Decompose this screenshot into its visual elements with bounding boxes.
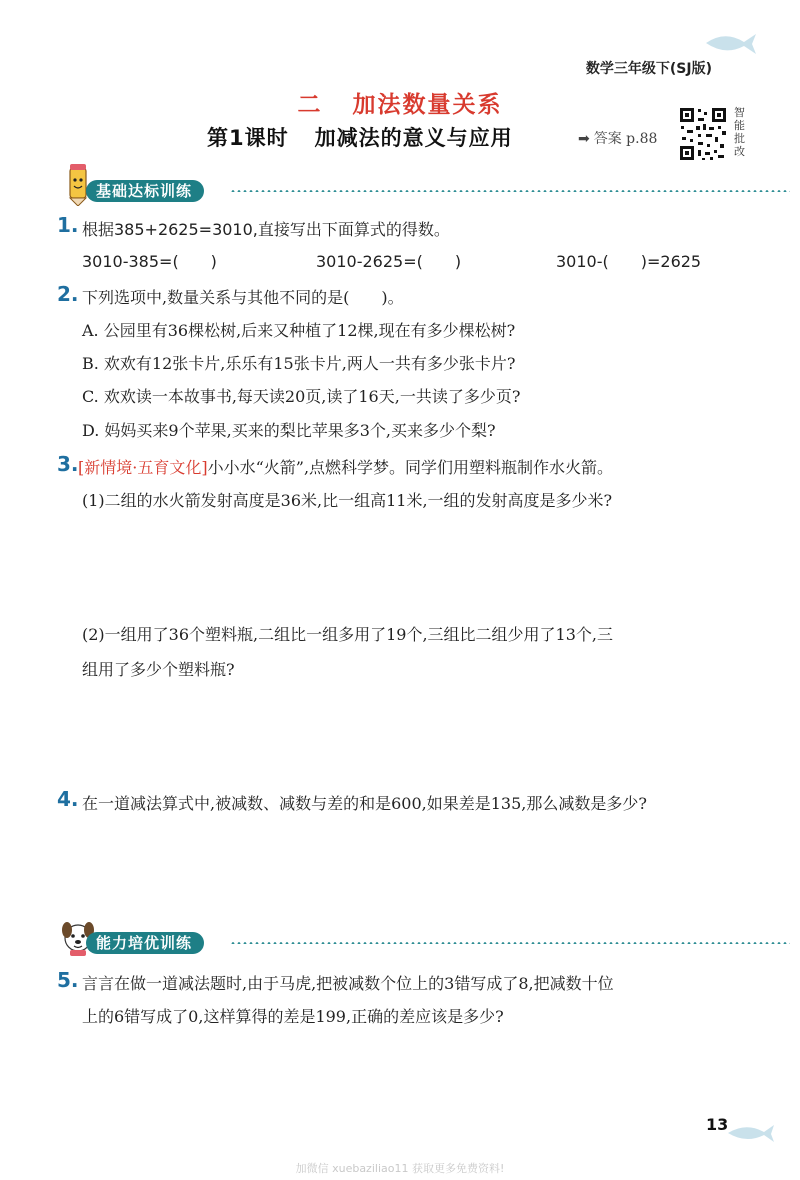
section-title-advanced: 能力培优训练 (86, 932, 204, 954)
section-header-advanced (60, 928, 740, 958)
section-divider (230, 190, 790, 192)
qr-code-icon[interactable] (678, 106, 728, 162)
q2-option-c: C. 欢欢读一本故事书,每天读20页,读了16天,一共读了多少页? (82, 387, 521, 406)
q2-option-b: B. 欢欢有12张卡片,乐乐有15张卡片,两人一共有多少张卡片? (82, 354, 516, 373)
smart-grading-label: 智能批改 (734, 106, 745, 158)
question-number: 3. (57, 452, 79, 476)
unit-number: 二 (297, 92, 323, 118)
question-number: 5. (57, 968, 79, 992)
q1-part-b: 3010-2625=( ) (316, 252, 462, 271)
q2-option-a: A. 公园里有36棵松树,后来又种植了12棵,现在有多少棵松树? (82, 321, 516, 340)
q3-sub2-line1: (2)一组用了36个塑料瓶,二组比一组多用了19个,三组比二组少用了13个,三 (82, 625, 614, 644)
q1-stem: 根据385+2625=3010,直接写出下面算式的得数。 (82, 220, 450, 239)
q5-stem-line1: 言言在做一道减法题时,由于马虎,把被减数个位上的3错写成了8,把减数十位 (82, 974, 614, 993)
q3-sub1: (1)二组的水火箭发射高度是36米,比一组高11米,一组的发射高度是多少米? (82, 491, 613, 510)
q2-stem: 下列选项中,数量关系与其他不同的是( )。 (82, 288, 404, 307)
q5-stem-line2: 上的6错写成了0,这样算得的差是199,正确的差应该是多少? (82, 1007, 504, 1026)
new-context-tag: [新情境·五育文化] (78, 458, 208, 477)
section-title-basic: 基础达标训练 (86, 180, 204, 202)
answer-reference: ➡ 答案 p.88 (578, 131, 658, 147)
q1-part-a: 3010-385=( ) (82, 252, 217, 271)
q3-sub2-line2: 组用了多少个塑料瓶? (82, 660, 235, 679)
fish-decoration-icon (700, 28, 760, 58)
section-divider (230, 942, 790, 944)
section-header-basic (60, 176, 740, 206)
watermark: 加微信 xuebaziliao11 获取更多免费资料! (295, 1162, 505, 1175)
question-number: 2. (57, 282, 79, 306)
q1-part-c: 3010-( )=2625 (556, 252, 702, 271)
arrow-right-icon: ➡ (578, 131, 590, 147)
page-number: 13 (706, 1115, 729, 1134)
lesson-title (207, 122, 513, 152)
lesson-number: 第1课时 (207, 126, 289, 150)
q2-option-d: D. 妈妈买来9个苹果,买来的梨比苹果多3个,买来多少个梨? (82, 421, 496, 440)
unit-name: 加法数量关系 (352, 92, 503, 118)
lesson-name: 加减法的意义与应用 (314, 126, 513, 150)
fish-decoration-icon (724, 1120, 778, 1146)
q3-stem: [新情境·五育文化]小小水“火箭”,点燃科学梦。同学们用塑料瓶制作水火箭。 (78, 458, 614, 477)
book-title: 数学三年级下(SJ版) (585, 61, 712, 77)
q4-stem: 在一道减法算式中,被减数、减数与差的和是600,如果差是135,那么减数是多少? (82, 794, 647, 813)
question-number: 4. (57, 787, 79, 811)
question-number: 1. (57, 213, 79, 237)
